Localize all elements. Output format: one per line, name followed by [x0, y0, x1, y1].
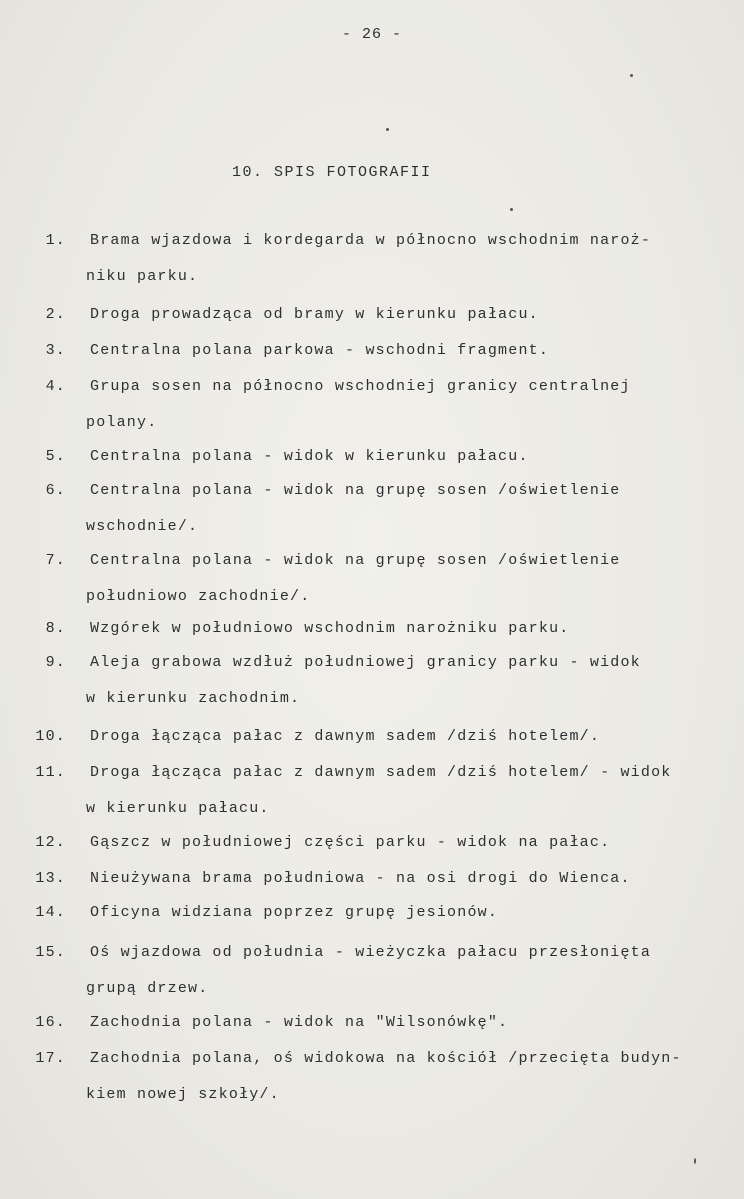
list-item-line: Centralna polana parkowa - wschodni fragment. — [90, 342, 550, 359]
list-item-number: 6. — [45, 482, 66, 499]
list-item-line: wschodnie/. — [86, 518, 199, 535]
list-item-line: Wzgórek w południowo wschodnim narożniku parku. — [90, 620, 570, 637]
list-item-line: Droga prowadząca od bramy w kierunku pałacu. — [90, 306, 539, 323]
paper-speck — [386, 128, 389, 131]
list-item-line: Nieużywana brama południowa - na osi drogi do Wienca. — [90, 870, 631, 887]
list-item-line: niku parku. — [86, 268, 199, 285]
list-item-line: polany. — [86, 414, 158, 431]
list-item-number: 16. — [35, 1014, 66, 1031]
list-item-line: Oś wjazdowa od południa - wieżyczka pałacu przesłonięta — [90, 944, 652, 961]
list-item-line: Gąszcz w południowej części parku - widok na pałac. — [90, 834, 611, 851]
list-item-number: 13. — [35, 870, 66, 887]
list-item-line: Aleja grabowa wzdłuż południowej granicy parku - widok — [90, 654, 641, 671]
list-item-line: Centralna polana - widok na grupę sosen /oświetlenie — [90, 552, 621, 569]
list-item-line: Droga łącząca pałac z dawnym sadem /dziś hotelem/ - widok — [90, 764, 672, 781]
list-item-line: w kierunku pałacu. — [86, 800, 270, 817]
page-number: - 26 - — [341, 26, 402, 43]
section-title: 10. SPIS FOTOGRAFII — [232, 164, 432, 181]
list-item-number: 5. — [45, 448, 66, 465]
list-item-number: 11. — [35, 764, 66, 781]
list-item-number: 15. — [35, 944, 66, 961]
paper-speck — [630, 74, 633, 77]
list-item-line: Centralna polana - widok w kierunku pałacu. — [90, 448, 529, 465]
list-item-line: Grupa sosen na północno wschodniej granicy centralnej — [90, 378, 631, 395]
list-item-line: Brama wjazdowa i kordegarda w północno wschodnim naroż- — [90, 232, 652, 249]
list-item-number: 4. — [45, 378, 66, 395]
list-item-number: 3. — [45, 342, 66, 359]
list-item-line: Oficyna widziana poprzez grupę jesionów. — [90, 904, 499, 921]
list-item-number: 14. — [35, 904, 66, 921]
list-item-line: Zachodnia polana, oś widokowa na kościół /przecięta budyn- — [90, 1050, 682, 1067]
list-item-number: 2. — [45, 306, 66, 323]
paper-speck — [694, 1158, 696, 1164]
list-item-number: 8. — [45, 620, 66, 637]
list-item-line: południowo zachodnie/. — [86, 588, 311, 605]
list-item-number: 10. — [35, 728, 66, 745]
list-item-line: kiem nowej szkoły/. — [86, 1086, 280, 1103]
list-item-line: Zachodnia polana - widok na "Wilsonówkę". — [90, 1014, 509, 1031]
list-item-number: 7. — [45, 552, 66, 569]
list-item-line: w kierunku zachodnim. — [86, 690, 301, 707]
list-item-line: Centralna polana - widok na grupę sosen /oświetlenie — [90, 482, 621, 499]
list-item-number: 17. — [35, 1050, 66, 1067]
list-item-line: Droga łącząca pałac z dawnym sadem /dziś hotelem/. — [90, 728, 601, 745]
list-item-number: 12. — [35, 834, 66, 851]
list-item-number: 1. — [45, 232, 66, 249]
paper-speck — [510, 208, 513, 211]
list-item-line: grupą drzew. — [86, 980, 209, 997]
list-item-number: 9. — [45, 654, 66, 671]
